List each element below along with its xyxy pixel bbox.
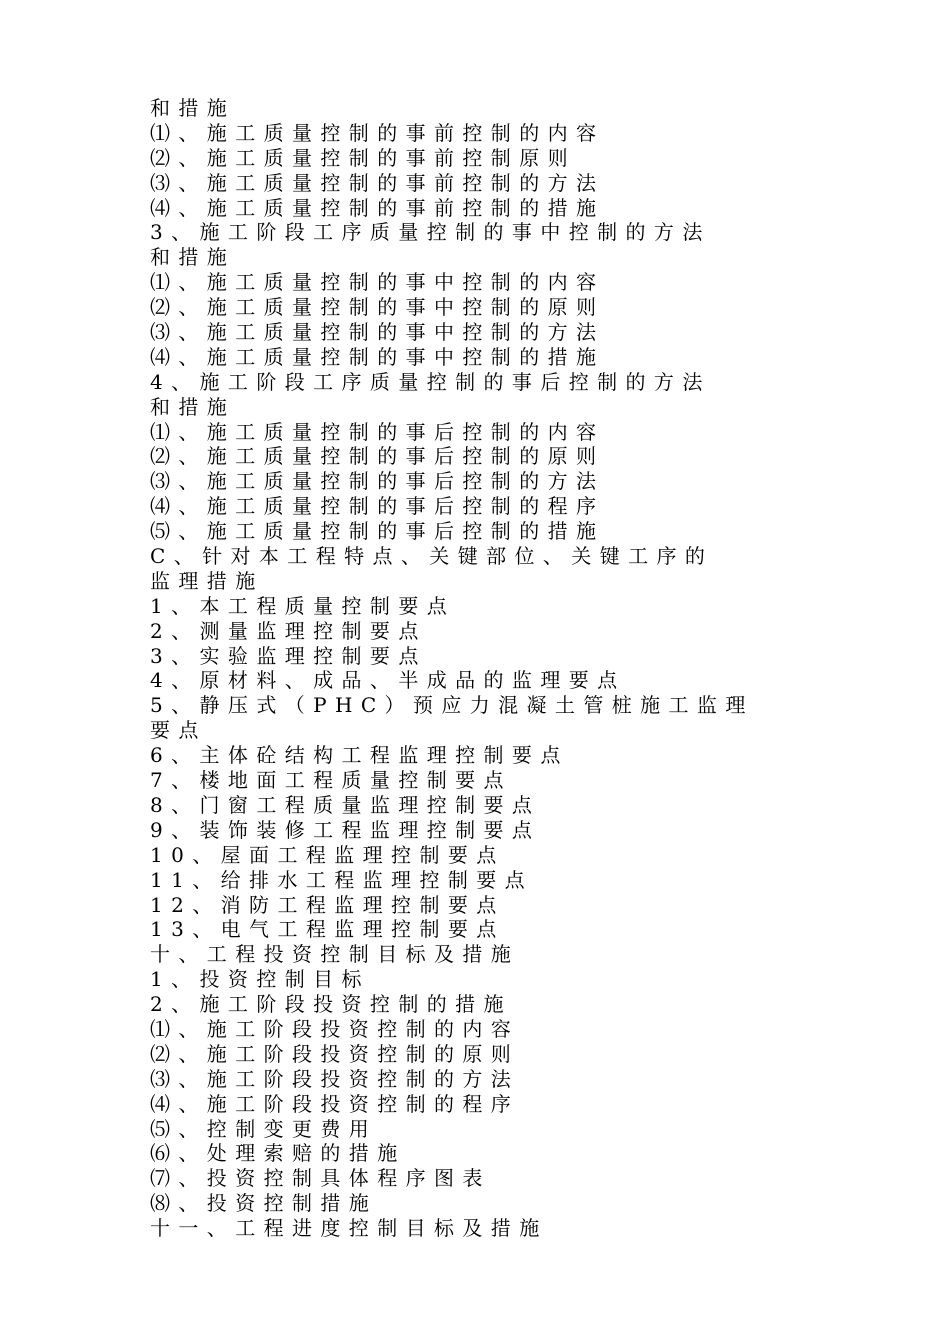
text-line: 3、实验监理控制要点: [150, 643, 427, 668]
text-line: 5、静压式（PHC）预应力混凝土管桩施工监理: [150, 693, 754, 718]
text-line: ⑷、施工质量控制的事后控制的程序: [150, 494, 605, 519]
text-line: 13、电气工程监理控制要点: [150, 917, 505, 942]
text-line: 2、施工阶段投资控制的措施: [150, 992, 512, 1017]
text-line: ⑴、施工质量控制的事中控制的内容: [150, 270, 605, 295]
text-line: ⑶、施工质量控制的事前控制的方法: [150, 170, 605, 195]
text-line: ⑴、施工质量控制的事前控制的内容: [150, 120, 605, 145]
text-line: 12、消防工程监理控制要点: [150, 892, 505, 917]
text-line: ⑵、施工质量控制的事前控制原则: [150, 145, 576, 170]
text-line: 十、工程投资控制目标及措施: [150, 942, 520, 967]
text-line: 4、原材料、成品、半成品的监理要点: [150, 668, 626, 693]
text-line: ⑵、施工质量控制的事中控制的原则: [150, 295, 605, 320]
text-line: 10、屋面工程监理控制要点: [150, 842, 505, 867]
text-line: 9、装饰装修工程监理控制要点: [150, 817, 541, 842]
text-line: 2、测量监理控制要点: [150, 618, 427, 643]
text-line: 和措施: [150, 96, 236, 120]
text-line: 11、给排水工程监理控制要点: [150, 867, 534, 892]
text-line: ⑷、施工质量控制的事中控制的措施: [150, 344, 605, 369]
text-line: 1、本工程质量控制要点: [150, 593, 456, 618]
text-line: 监理措施: [150, 568, 264, 593]
text-line: 要点: [150, 718, 207, 743]
text-line: 十一、工程进度控制目标及措施: [150, 1216, 548, 1241]
text-line: ⑻、投资控制措施: [150, 1191, 378, 1216]
text-line: ⑵、施工阶段投资控制的原则: [150, 1041, 520, 1066]
text-line: 3、施工阶段工序质量控制的事中控制的方法: [150, 220, 711, 245]
text-line: 8、门窗工程质量监理控制要点: [150, 792, 541, 817]
text-line: 7、楼地面工程质量控制要点: [150, 768, 512, 793]
text-line: 4、施工阶段工序质量控制的事后控制的方法: [150, 369, 711, 394]
text-line: 和措施: [150, 394, 236, 419]
text-line: ⑷、施工质量控制的事前控制的措施: [150, 195, 605, 220]
text-line: ⑸、控制变更费用: [150, 1116, 378, 1141]
text-line: 和措施: [150, 245, 236, 270]
text-line: C、针对本工程特点、关键部位、关键工序的: [150, 544, 714, 569]
text-line: ⑶、施工质量控制的事中控制的方法: [150, 320, 605, 345]
text-line: 6、主体砼结构工程监理控制要点: [150, 743, 569, 768]
text-line: ⑵、施工质量控制的事后控制的原则: [150, 444, 605, 469]
text-line: ⑶、施工阶段投资控制的方法: [150, 1066, 520, 1091]
text-line: ⑸、施工质量控制的事后控制的措施: [150, 519, 605, 544]
document-page: [150, 96, 800, 1241]
text-line: ⑴、施工阶段投资控制的内容: [150, 1016, 520, 1041]
text-line: ⑺、投资控制具体程序图表: [150, 1166, 491, 1191]
text-line: ⑹、处理索赔的措施: [150, 1141, 406, 1166]
text-line: 1、投资控制目标: [150, 967, 370, 992]
text-line: ⑶、施工质量控制的事后控制的方法: [150, 469, 605, 494]
text-line: ⑴、施工质量控制的事后控制的内容: [150, 419, 605, 444]
text-line: ⑷、施工阶段投资控制的程序: [150, 1091, 520, 1116]
